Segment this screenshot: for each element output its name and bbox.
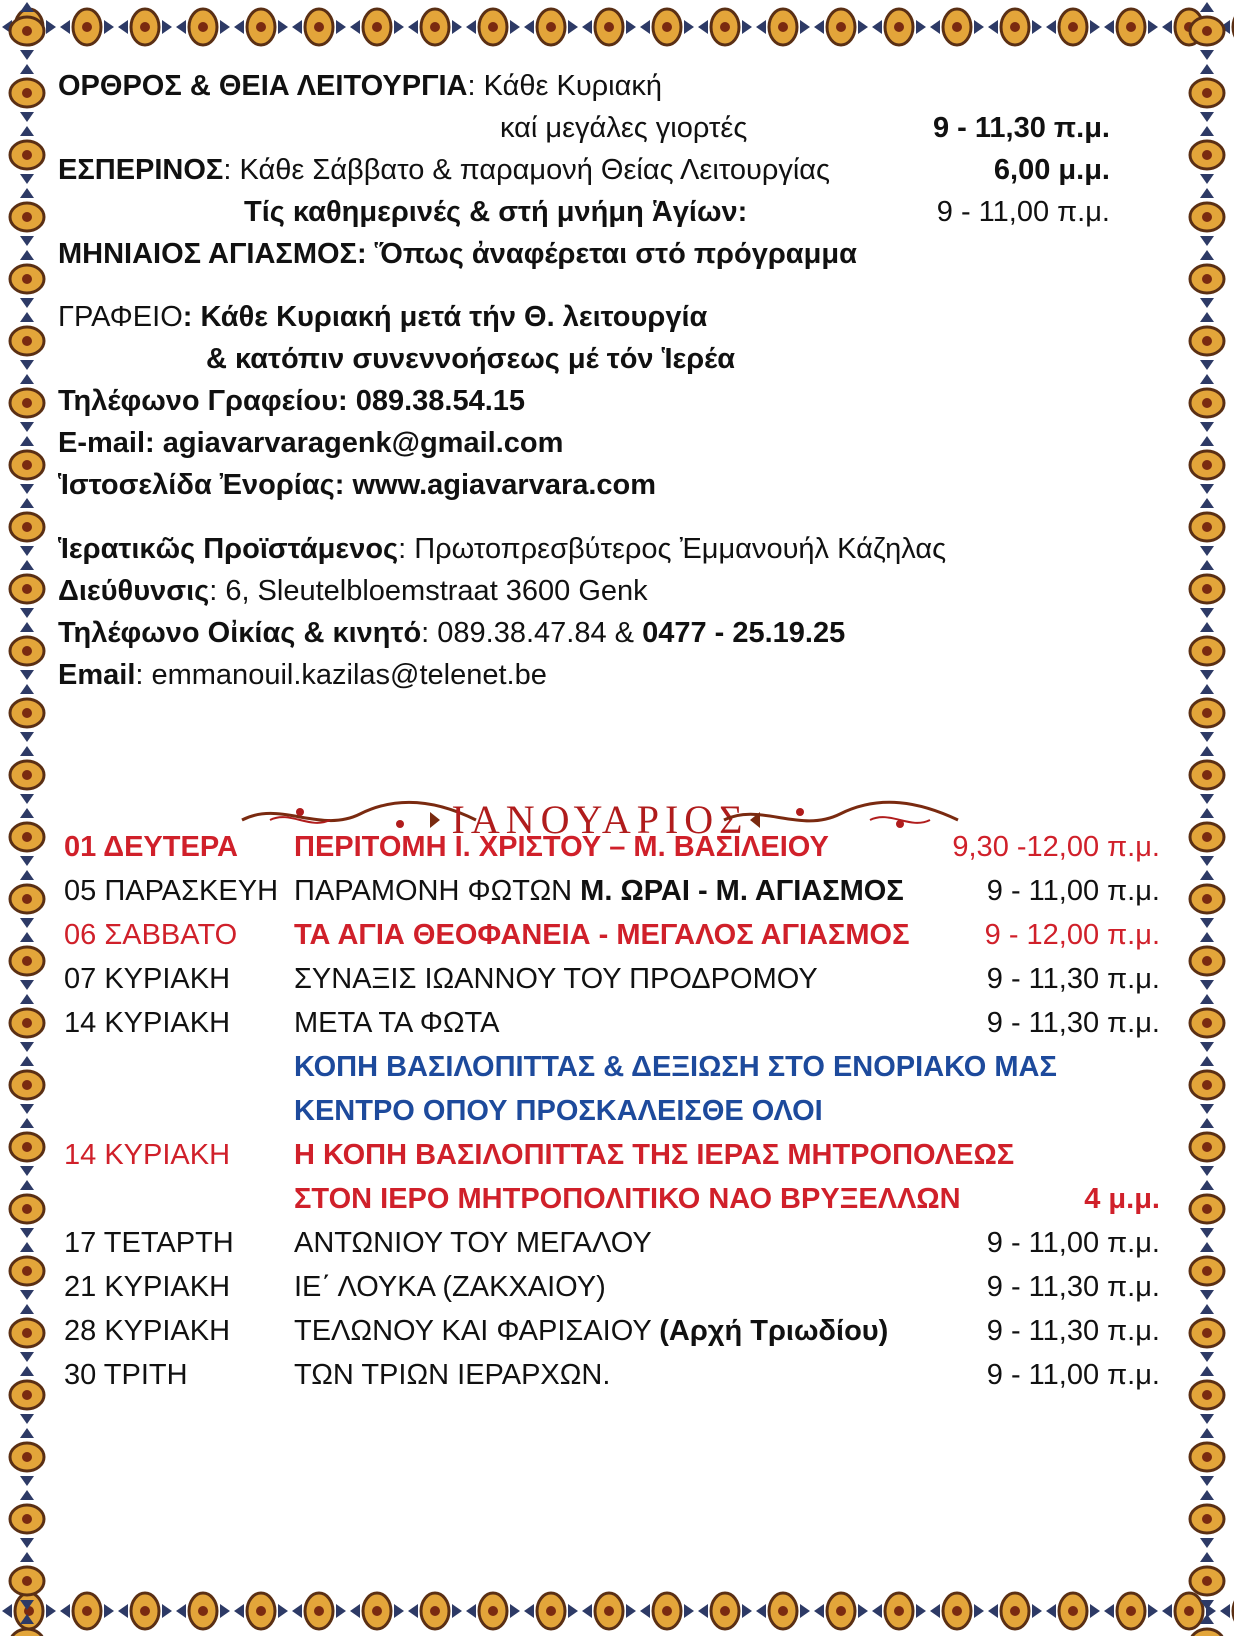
schedule-row — [60, 1090, 1160, 1132]
weekdays-line — [244, 194, 1110, 230]
phone-mobile: 0477 - 25.19.25 — [642, 617, 846, 649]
agiasmos-text: : Ὅπως ἀναφέρεται στό πρόγραμμα — [356, 238, 857, 270]
email2-value: : emmanouil.kazilas@telenet.be — [135, 659, 547, 691]
schedule-row — [60, 1266, 1160, 1308]
esperinos-line — [58, 152, 1110, 188]
orthros-label: ΟΡΘΡΟΣ & ΘΕΙΑ ΛΕΙΤΟΥΡΓΙΑ — [58, 70, 468, 102]
grafeio-text: : Κάθε Κυριακή μετά τήν Θ. λειτουργία — [182, 301, 708, 333]
schedule-row — [60, 826, 1160, 868]
orthros-text2: καί μεγάλες γιορτές — [500, 112, 748, 144]
orthros-time: 9 - 11,30 π.μ. — [933, 112, 1110, 144]
schedule-day: 17 ΤΕΤΑΡΤΗ — [64, 1227, 234, 1259]
month-title: ΙΑΝΟΥΑΡΙΟΣ — [451, 797, 749, 842]
website-text: Ἱστοσελίδα Ἐνορίας: www.agiavarvara.com — [58, 469, 657, 501]
schedule-event: Η ΚΟΠΗ ΒΑΣΙΛΟΠΙΤΤΑΣ ΤΗΣ ΙΕΡΑΣ ΜΗΤΡΟΠΟΛΕΩΣ — [294, 1139, 1015, 1171]
orthros-text: : Κάθε Κυριακή — [467, 70, 663, 102]
schedule-event: ΙΕ΄ ΛΟΥΚΑ (ΖΑΚΧΑΙΟΥ) — [294, 1271, 606, 1303]
schedule-time: 9 - 11,00 π.μ. — [986, 1227, 1160, 1259]
orthros-line — [58, 68, 662, 104]
schedule-row — [60, 870, 1160, 912]
schedule-row — [60, 914, 1160, 956]
ornamental-border-bottom — [0, 1584, 1234, 1636]
schedule-time: 9 - 11,30 π.μ. — [986, 963, 1160, 995]
schedule-day: 01 ΔΕΥΤΕΡΑ — [64, 831, 238, 863]
agiasmos-line — [58, 236, 857, 272]
email2-line — [58, 657, 547, 693]
schedule-time: 9 - 11,30 π.μ. — [986, 1271, 1160, 1303]
schedule-time: 9 - 11,30 π.μ. — [986, 1315, 1160, 1347]
address-line — [58, 573, 648, 609]
address-label: Διεύθυνσις — [58, 575, 210, 607]
schedule-event — [294, 870, 904, 912]
schedule-event-bold: Μ. ΩΡΑΙ - Μ. ΑΓΙΑΣΜΟΣ — [580, 875, 904, 907]
grafeio-text2: & κατόπιν συνεννοήσεως μέ τόν Ἱερέα — [206, 343, 736, 375]
esperinos-label: ΕΣΠΕΡΙΝΟΣ — [58, 154, 224, 186]
schedule-time: 9 - 11,30 π.μ. — [986, 1007, 1160, 1039]
weekdays-text: Τίς καθημερινές & στή μνήμη Ἁγίων: — [244, 196, 748, 228]
ornamental-border-top — [0, 0, 1234, 54]
schedule-day: 21 ΚΥΡΙΑΚΗ — [64, 1271, 231, 1303]
schedule-event: ΤΑ ΑΓΙΑ ΘΕΟΦΑΝΕΙΑ - ΜΕΓΑΛΟΣ ΑΓΙΑΣΜΟΣ — [294, 919, 910, 951]
schedule-row — [60, 1046, 1160, 1088]
schedule-event-text: ΠΑΡΑΜΟΝΗ ΦΩΤΩΝ — [294, 875, 581, 907]
phone-office-line — [58, 383, 525, 419]
schedule-event-text: ΤΕΛΩΝΟΥ ΚΑΙ ΦΑΡΙΣΑΙΟΥ — [294, 1315, 660, 1347]
website-line — [58, 467, 656, 503]
schedule-day: 06 ΣΑΒΒΑΤΟ — [64, 919, 238, 951]
phone-home-value: : 089.38.47.84 & — [421, 617, 643, 649]
schedule-row — [60, 1222, 1160, 1264]
priest-label: Ἱερατικῶς Προϊστάμενος — [58, 533, 399, 565]
schedule-event: ΤΩΝ ΤΡΙΩΝ ΙΕΡΑΡΧΩΝ. — [294, 1359, 611, 1391]
schedule-time: 9 - 12,00 π.μ. — [984, 919, 1160, 951]
ornamental-border-left — [0, 0, 54, 1636]
ornamental-border-right — [1180, 0, 1234, 1636]
phone-office-value: : 089.38.54.15 — [338, 385, 526, 417]
grafeio-line2 — [206, 341, 735, 377]
schedule-day: 14 ΚΥΡΙΑΚΗ — [64, 1007, 231, 1039]
address-value: : 6, Sleutelbloemstraat 3600 Genk — [209, 575, 648, 607]
schedule-row — [60, 1134, 1160, 1176]
schedule-row — [60, 958, 1160, 1000]
esperinos-time: 6,00 μ.μ. — [993, 154, 1110, 186]
phone-home-line — [58, 615, 845, 651]
schedule-event — [294, 1310, 888, 1352]
priest-value: : Πρωτοπρεσβύτερος Ἐμμανουήλ Κάζηλας — [398, 533, 947, 565]
schedule-event: ΣΤΟΝ ΙΕΡΟ ΜΗΤΡΟΠΟΛΙΤΙΚΟ ΝΑΟ ΒΡΥΞΕΛΛΩΝ — [294, 1183, 961, 1215]
schedule-day: 05 ΠΑΡΑΣΚΕΥΗ — [64, 875, 279, 907]
schedule-row — [60, 1310, 1160, 1352]
schedule-time: 9,30 -12,00 π.μ. — [952, 831, 1160, 863]
schedule-row — [60, 1354, 1160, 1396]
schedule-event: ΠΕΡΙΤΟΜΗ Ι. ΧΡΙΣΤΟΥ – Μ. ΒΑΣΙΛΕΙΟΥ — [294, 831, 829, 863]
phone-office-label: Τηλέφωνο Γραφείου — [58, 385, 338, 417]
priest-line — [58, 531, 946, 567]
schedule-day: 07 ΚΥΡΙΑΚΗ — [64, 963, 231, 995]
schedule-event: ΚΟΠΗ ΒΑΣΙΛΟΠΙΤΤΑΣ & ΔΕΞΙΩΣΗ ΣΤΟ ΕΝΟΡΙΑΚΟ ΜΑΣ — [294, 1051, 1057, 1083]
schedule-event: ΚΕΝΤΡΟ ΟΠΟΥ ΠΡΟΣΚΑΛΕΙΣΘΕ ΟΛΟΙ — [294, 1095, 823, 1127]
schedule-day: 14 ΚΥΡΙΑΚΗ — [64, 1139, 231, 1171]
weekdays-time: 9 - 11,00 π.μ. — [936, 196, 1110, 228]
email-line — [58, 425, 563, 461]
esperinos-text: : Κάθε Σάββατο & παραμονή Θείας Λειτουργίας — [223, 154, 831, 186]
phone-home-label: Τηλέφωνο Οἰκίας & κινητό — [58, 617, 422, 649]
schedule-time: 9 - 11,00 π.μ. — [986, 1359, 1160, 1391]
schedule-event: ΣΥΝΑΞΙΣ ΙΩΑΝΝΟΥ ΤΟΥ ΠΡΟΔΡΟΜΟΥ — [294, 963, 818, 995]
schedule-event-bold: (Αρχή Τριωδίου) — [659, 1315, 889, 1347]
email2-label: Email — [58, 659, 136, 691]
schedule-day: 28 ΚΥΡΙΑΚΗ — [64, 1315, 231, 1347]
schedule-event: ΜΕΤΑ ΤΑ ΦΩΤΑ — [294, 1007, 500, 1039]
agiasmos-label: ΜΗΝΙΑΙΟΣ ΑΓΙΑΣΜΟΣ — [58, 238, 357, 270]
grafeio-line — [58, 299, 707, 335]
schedule-time: 9 - 11,00 π.μ. — [986, 875, 1160, 907]
schedule-day: 30 ΤΡΙΤΗ — [64, 1359, 188, 1391]
schedule-row — [60, 1178, 1160, 1220]
schedule-event: ΑΝΤΩΝΙΟΥ ΤΟΥ ΜΕΓΑΛΟΥ — [294, 1227, 652, 1259]
grafeio-label: ΓΡΑΦΕΙΟ — [58, 301, 183, 333]
orthros-line2 — [500, 110, 1110, 146]
schedule-time: 4 μ.μ. — [1084, 1183, 1160, 1215]
schedule-row — [60, 1002, 1160, 1044]
email-text: E-mail: agiavarvaragenk@gmail.com — [58, 427, 564, 459]
